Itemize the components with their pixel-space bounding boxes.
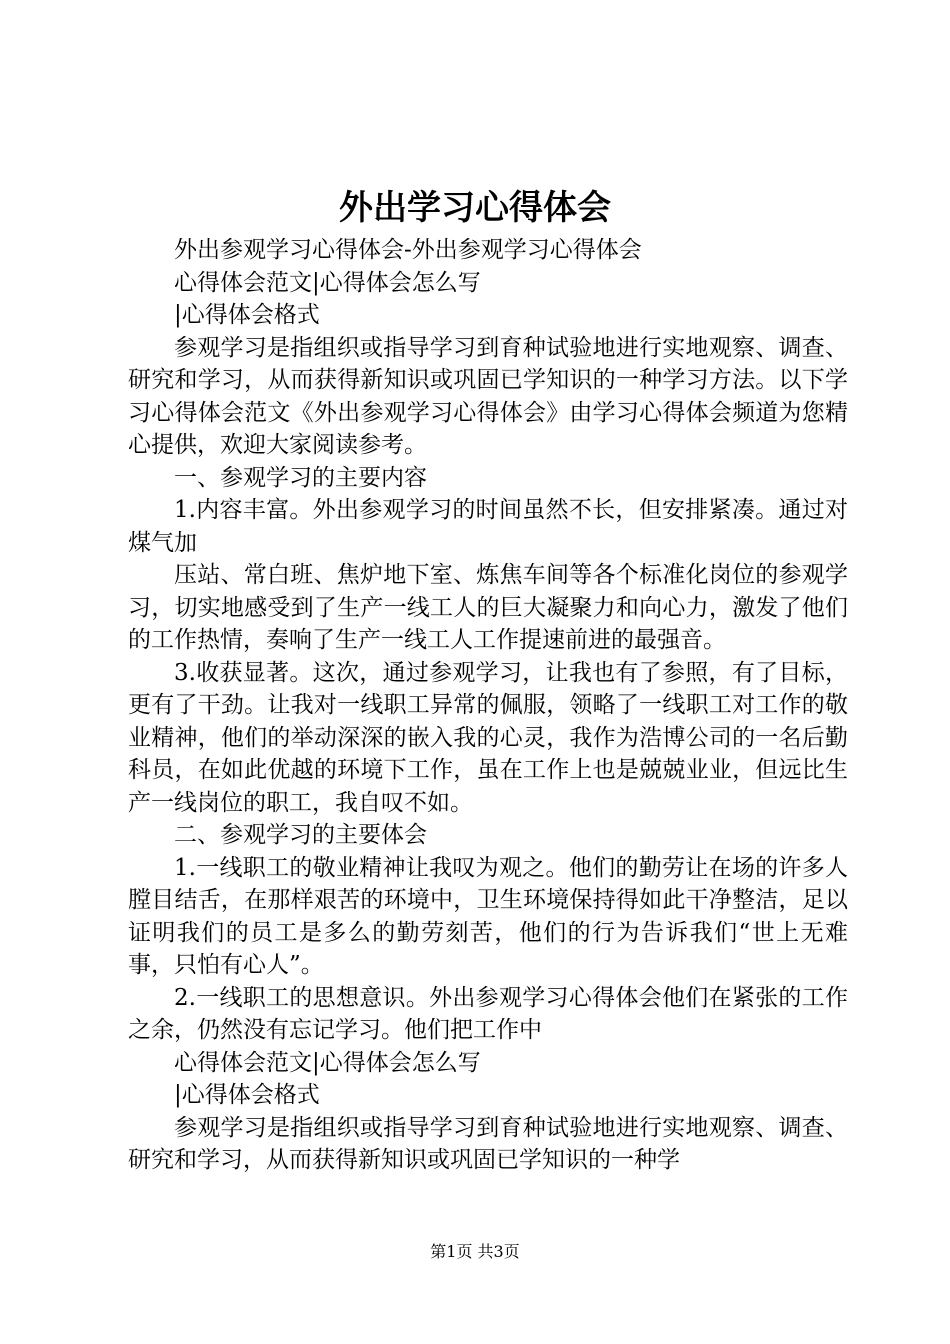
paragraph: 参观学习是指组织或指导学习到育种试验地进行实地观察、调查、研究和学习，从而获得新知识或巩固已学知识的一种学 <box>128 1114 848 1173</box>
paragraph: 1.内容丰富。外出参观学习的时间虽然不长，但安排紧凑。通过对煤气加 <box>128 497 848 556</box>
paragraph: 外出参观学习心得体会-外出参观学习心得体会 <box>174 237 642 263</box>
paragraph: 压站、常白班、焦炉地下室、炼焦车间等各个标准化岗位的参观学习，切实地感受到了生产一线工人的巨大凝聚力和向心力，激发了他们的工作热情，奏响了生产一线工人工作提速前进的最强音。 <box>128 562 848 653</box>
section-heading: 二、参观学习的主要体会 <box>174 822 427 848</box>
paragraph: 1.一线职工的敬业精神让我叹为观之。他们的勤劳让在场的许多人膛目结舌，在那样艰苦的环境中，卫生环境保持得如此干净整洁，足以证明我们的员工是多么的勤劳刻苦，他们的行为告诉我们“世上无难事，只怕有心人”。 <box>128 854 848 978</box>
paragraph: 2.一线职工的思想意识。外出参观学习心得体会他们在紧张的工作之余，仍然没有忘记学习。他们把工作中 <box>128 984 848 1043</box>
paragraph: 参观学习是指组织或指导学习到育种试验地进行实地观察、调查、研究和学习，从而获得新知识或巩固已学知识的一种学习方法。以下学习心得体会范文《外出参观学习心得体会》由学习心得体会频道为您精心提供，欢迎大家阅读参考。 <box>128 334 848 458</box>
paragraph: 3.收获显著。这次，通过参观学习，让我也有了参照，有了目标，更有了干劲。让我对一线职工异常的佩服，领略了一线职工对工作的敬业精神，他们的举动深深的嵌入我的心灵，我作为浩博公司的一名后勤科员，在如此优越的环境下工作，虽在工作上也是兢兢业业，但远比生产一线岗位的职工，我自叹不如。 <box>128 659 848 816</box>
page-footer: 第1页 共3页 <box>430 1242 520 1261</box>
document-body <box>128 234 848 1177</box>
paragraph: 心得体会范文|心得体会怎么写 <box>174 1049 481 1076</box>
paragraph: 心得体会范文|心得体会怎么写 <box>174 269 481 296</box>
document-title: 外出学习心得体会 <box>339 188 611 228</box>
section-heading: 一、参观学习的主要内容 <box>174 464 427 491</box>
paragraph: |心得体会格式 <box>174 1082 320 1108</box>
paragraph: |心得体会格式 <box>174 302 320 328</box>
